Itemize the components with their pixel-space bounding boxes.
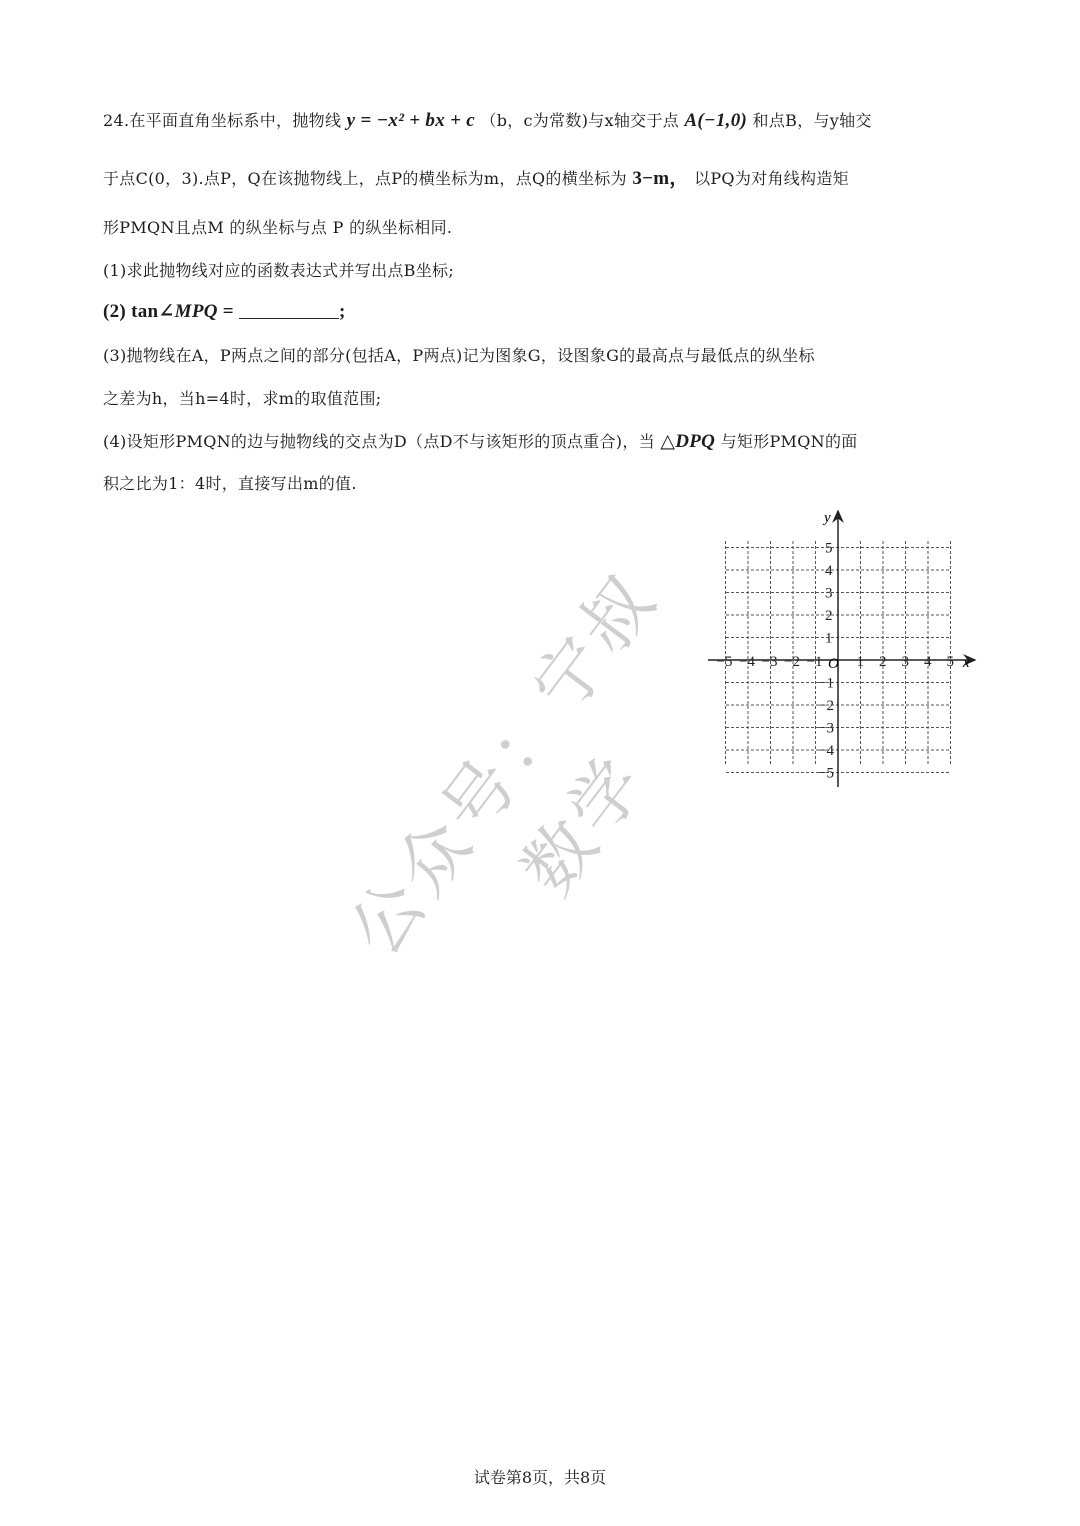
y-tick-label: −3 <box>818 720 834 737</box>
x-tick-label: −3 <box>761 654 778 670</box>
q2-suffix: ; <box>338 301 346 322</box>
x-tick-label: −1 <box>806 654 823 670</box>
y-axis-label: y <box>824 510 831 526</box>
x-tick-label: 5 <box>946 654 954 670</box>
question-1: (1)求此抛物线对应的函数表达式并写出点B坐标; <box>103 261 455 280</box>
answer-blank[interactable] <box>239 318 339 319</box>
question-3-line-2: 之差为h，当h=4时，求m的取值范围; <box>103 389 382 408</box>
line1-mid: （b，c为常数)与x轴交于点 <box>480 111 680 130</box>
y-tick-label: −5 <box>818 765 834 782</box>
triangle-dpq: △DPQ <box>660 431 716 452</box>
question-2 <box>103 300 346 323</box>
y-tick-label: −2 <box>818 698 834 714</box>
x-tick-label: −4 <box>739 654 755 670</box>
y-tick-label: 2 <box>825 608 833 624</box>
x-tick-label: −2 <box>784 654 800 670</box>
line1-prefix: 24.在平面直角坐标系中，抛物线 <box>103 111 342 130</box>
problem-line-1 <box>103 108 872 132</box>
y-tick-label: 4 <box>825 563 833 579</box>
line1-suffix: 和点B，与y轴交 <box>752 111 872 130</box>
origin-label: O <box>828 656 839 672</box>
x-tick-label: 2 <box>879 654 887 670</box>
page-footer: 试卷第8页，共8页 <box>473 1468 607 1487</box>
line2-suffix: 以PQ为对角线构造矩 <box>694 169 849 188</box>
question-3-line-1: (3)抛物线在A，P两点之间的部分(包括A，P两点)记为图象G，设图象G的最高点与最低点的纵坐标 <box>103 346 815 365</box>
x-axis-label: x <box>963 655 970 671</box>
x-tick-label: 1 <box>856 654 864 670</box>
q2-var: MPQ <box>174 301 218 322</box>
q4-prefix: (4)设矩形PMQN的边与抛物线的交点为D（点D不与该矩形的顶点重合)，当 <box>103 432 655 451</box>
q2-eq: = <box>217 301 239 322</box>
problem-line-3: 形PMQN且点M 的纵坐标与点 P 的纵坐标相同. <box>103 218 453 237</box>
y-tick-label: −1 <box>818 675 834 692</box>
problem-line-2 <box>103 163 849 190</box>
x-tick-label: 4 <box>924 654 932 670</box>
y-tick-label: 1 <box>825 630 833 647</box>
parabola-equation: y = −x² + bx + c <box>346 110 475 131</box>
q-abscissa-expr: 3−m， <box>632 168 689 189</box>
point-a: A(−1,0) <box>684 110 748 131</box>
q2-prefix: (2) tan∠ <box>103 301 175 322</box>
line2-prefix: 于点C(0，3).点P，Q在该抛物线上，点P的横坐标为m，点Q的横坐标为 <box>103 169 627 188</box>
watermark: 公众号：宁叔数学 <box>334 557 675 971</box>
x-tick-label: 3 <box>901 654 909 670</box>
y-tick-label: 5 <box>825 540 833 557</box>
question-4-line-1 <box>103 429 858 453</box>
y-tick-label: 3 <box>825 585 833 602</box>
question-4-line-2: 积之比为1：4时，直接写出m的值. <box>103 474 357 493</box>
x-tick-label: −5 <box>716 654 733 670</box>
q4-suffix: 与矩形PMQN的面 <box>720 432 858 451</box>
y-tick-label: −4 <box>818 743 834 759</box>
